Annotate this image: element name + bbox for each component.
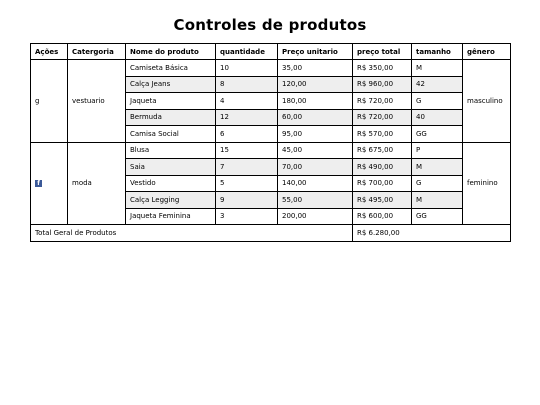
facebook-icon[interactable]: f [35,180,42,187]
total-price: R$ 490,00 [353,159,412,176]
size: GG [412,208,463,225]
unit-price: 35,00 [278,60,353,77]
total-price: R$ 720,00 [353,93,412,110]
product-name: Calça Jeans [126,76,216,93]
product-name: Vestido [126,175,216,192]
category-cell: vestuario [68,60,126,143]
unit-price: 45,00 [278,142,353,159]
header-tamanho: tamanho [412,44,463,60]
size: M [412,192,463,209]
unit-price: 120,00 [278,76,353,93]
total-price: R$ 570,00 [353,126,412,143]
unit-price: 70,00 [278,159,353,176]
header-genero: gênero [463,44,511,60]
table-row [31,142,511,159]
grand-total: R$ 6.280,00 [353,225,511,242]
page-title: Controles de produtos [173,16,367,34]
product-name: Jaqueta Feminina [126,208,216,225]
size: G [412,93,463,110]
quantity: 12 [216,109,278,126]
product-name: Bermuda [126,109,216,126]
unit-price: 55,00 [278,192,353,209]
product-name: Blusa [126,142,216,159]
quantity: 10 [216,60,278,77]
size: G [412,175,463,192]
quantity: 6 [216,126,278,143]
size: M [412,60,463,77]
quantity: 3 [216,208,278,225]
header-preco-unitario: Preço unitario [278,44,353,60]
total-price: R$ 600,00 [353,208,412,225]
quantity: 9 [216,192,278,209]
size: 40 [412,109,463,126]
product-name: Jaqueta [126,93,216,110]
product-name: Camisa Social [126,126,216,143]
quantity: 4 [216,93,278,110]
unit-price: 60,00 [278,109,353,126]
size: GG [412,126,463,143]
product-name: Calça Legging [126,192,216,209]
total-price: R$ 495,00 [353,192,412,209]
product-name: Camiseta Básica [126,60,216,77]
quantity: 15 [216,142,278,159]
gender-cell: feminino [463,142,511,225]
unit-price: 140,00 [278,175,353,192]
action-cell[interactable]: g [31,60,68,143]
action-cell [31,142,68,225]
unit-price: 95,00 [278,126,353,143]
header-row [31,44,511,60]
unit-price: 180,00 [278,93,353,110]
gender-cell: masculino [463,60,511,143]
quantity: 8 [216,76,278,93]
category-cell: moda [68,142,126,225]
quantity: 5 [216,175,278,192]
total-price: R$ 675,00 [353,142,412,159]
total-price: R$ 960,00 [353,76,412,93]
header-nome-produto: Nome do produto [126,44,216,60]
header-acoes: Ações [31,44,68,60]
footer-row [31,225,511,242]
footer-label: Total Geral de Produtos [31,225,353,242]
table-row [31,60,511,77]
total-price: R$ 700,00 [353,175,412,192]
size: P [412,142,463,159]
product-name: Saia [126,159,216,176]
total-price: R$ 350,00 [353,60,412,77]
unit-price: 200,00 [278,208,353,225]
header-categoria: Catergoria [68,44,126,60]
products-table [30,43,511,242]
header-quantidade: quantidade [216,44,278,60]
total-price: R$ 720,00 [353,109,412,126]
size: M [412,159,463,176]
quantity: 7 [216,159,278,176]
size: 42 [412,76,463,93]
header-preco-total: preço total [353,44,412,60]
